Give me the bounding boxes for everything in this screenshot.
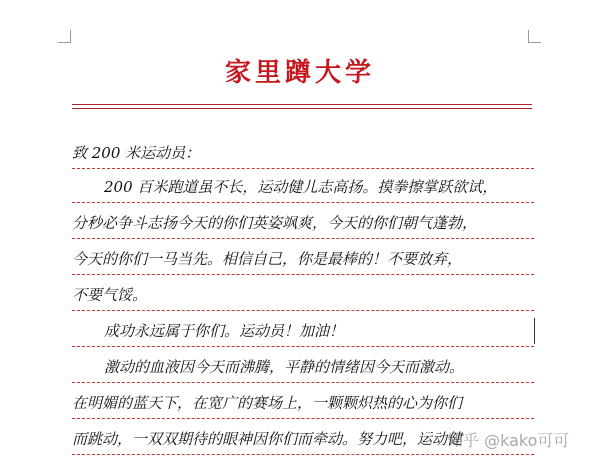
page-corner-mark-top-left (58, 30, 71, 43)
watermark: 知乎 @kako可可 (447, 431, 570, 450)
title-rule-top (72, 104, 532, 105)
text-line-1[interactable]: 200 百米跑道虽不长，运动健儿志高扬。摸拳擦掌跃欲试， (72, 176, 534, 203)
text-line-4[interactable]: 不要气馁。 (72, 284, 534, 311)
text-line-8[interactable]: 而跳动，一双双期待的眼神因你们而牵动。努力吧，运动健 (72, 428, 534, 455)
document-title: 家里蹲大学 (224, 58, 375, 88)
title-rule-bottom (72, 108, 532, 109)
text-line-6[interactable]: 激动的血液因今天而沸腾，平静的情绪因今天而激动。 (72, 356, 534, 383)
salutation-line[interactable]: 致 200 米运动员： (72, 142, 534, 169)
page-corner-mark-top-right (528, 30, 541, 43)
text-line-5[interactable]: 成功永远属于你们。运动员！加油！ (72, 320, 534, 347)
text-line-3[interactable]: 今天的你们一马当先。相信自己，你是最棒的！不要放弃， (72, 248, 534, 275)
text-line-2[interactable]: 分秒必争斗志扬今天的你们英姿飒爽，今天的你们朝气蓬勃， (72, 212, 534, 239)
text-line-7[interactable]: 在明媚的蓝天下，在宽广的赛场上，一颗颗炽热的心为你们 (72, 392, 534, 419)
text-cursor (534, 318, 535, 344)
